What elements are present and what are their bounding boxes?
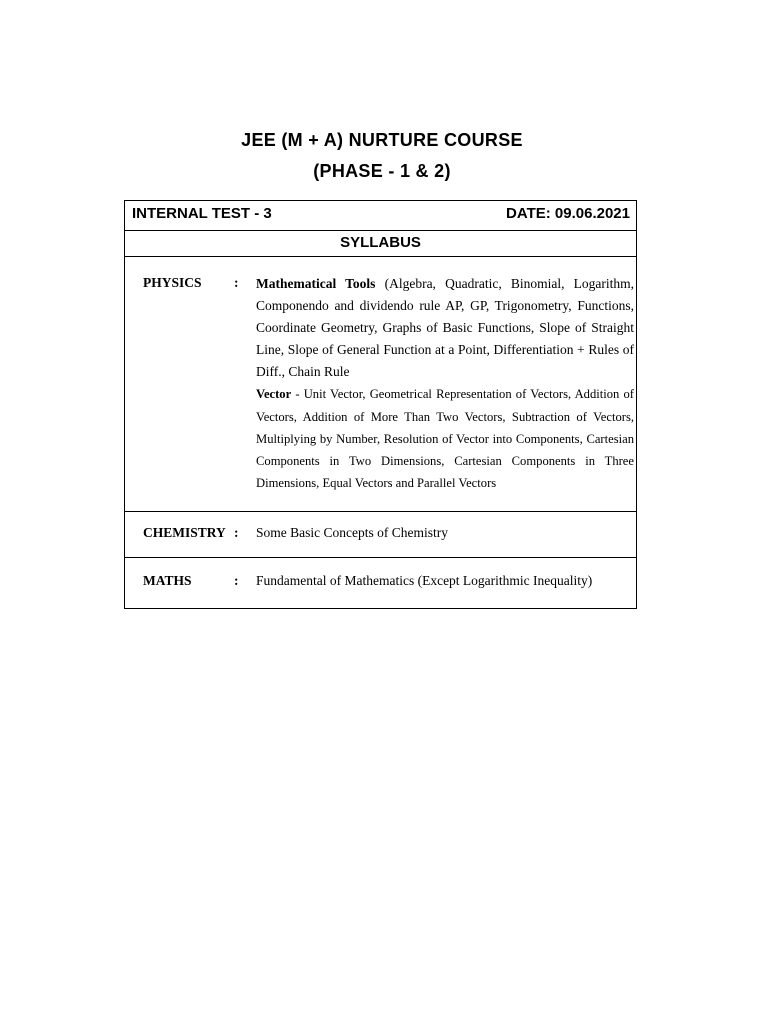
- chemistry-colon: :: [234, 525, 239, 540]
- physics-topic-vector: [256, 383, 634, 493]
- physics-label: PHYSICS: [143, 275, 202, 290]
- maths-topics: Fundamental of Mathematics (Except Logarithmic Inequality): [256, 573, 593, 588]
- syllabus-heading: SYLLABUS: [125, 231, 636, 257]
- physics-topic-mathematical-tools: [256, 273, 634, 383]
- physics-row: [125, 257, 636, 512]
- course-phase: (PHASE - 1 & 2): [313, 161, 451, 181]
- maths-label: MATHS: [143, 573, 192, 588]
- test-header-row: [125, 201, 636, 231]
- chemistry-row: [125, 512, 636, 558]
- topic-title: Mathematical Tools: [256, 276, 376, 291]
- topic-text: (Algebra, Quadratic, Binomial, Logarithm, Componendo and dividendo rule AP, GP, Trigonometry, Functions, Coordinate Geometry, Graphs of Basic Functions, Slope of Straight Line, Slope of General Function at a Point, Differentiation + Rules of Diff., Chain Rule: [256, 276, 635, 380]
- test-date: DATE: 09.06.2021: [506, 205, 630, 222]
- topic-text: - Unit Vector, Geometrical Representation of Vectors, Addition of Vectors, Addition of More Than Two Vectors, Subtraction of Vectors, Multiplying by Number, Resolution of Vector into Components, Cartesian Components in Two Dimensions, Cartesian Components in Three Dimensions, Equal Vectors and Parallel Vectors: [256, 387, 634, 490]
- topic-title: Vector: [256, 387, 292, 402]
- maths-row: [125, 558, 636, 608]
- test-name: INTERNAL TEST - 3: [132, 205, 272, 222]
- course-title: JEE (M + A) NURTURE COURSE: [241, 130, 523, 150]
- physics-colon: :: [234, 275, 239, 290]
- physics-topics: [256, 273, 634, 494]
- maths-colon: :: [234, 573, 239, 588]
- chemistry-topics: Some Basic Concepts of Chemistry: [256, 525, 448, 540]
- syllabus-table: [124, 200, 637, 609]
- chemistry-label: CHEMISTRY: [143, 525, 226, 540]
